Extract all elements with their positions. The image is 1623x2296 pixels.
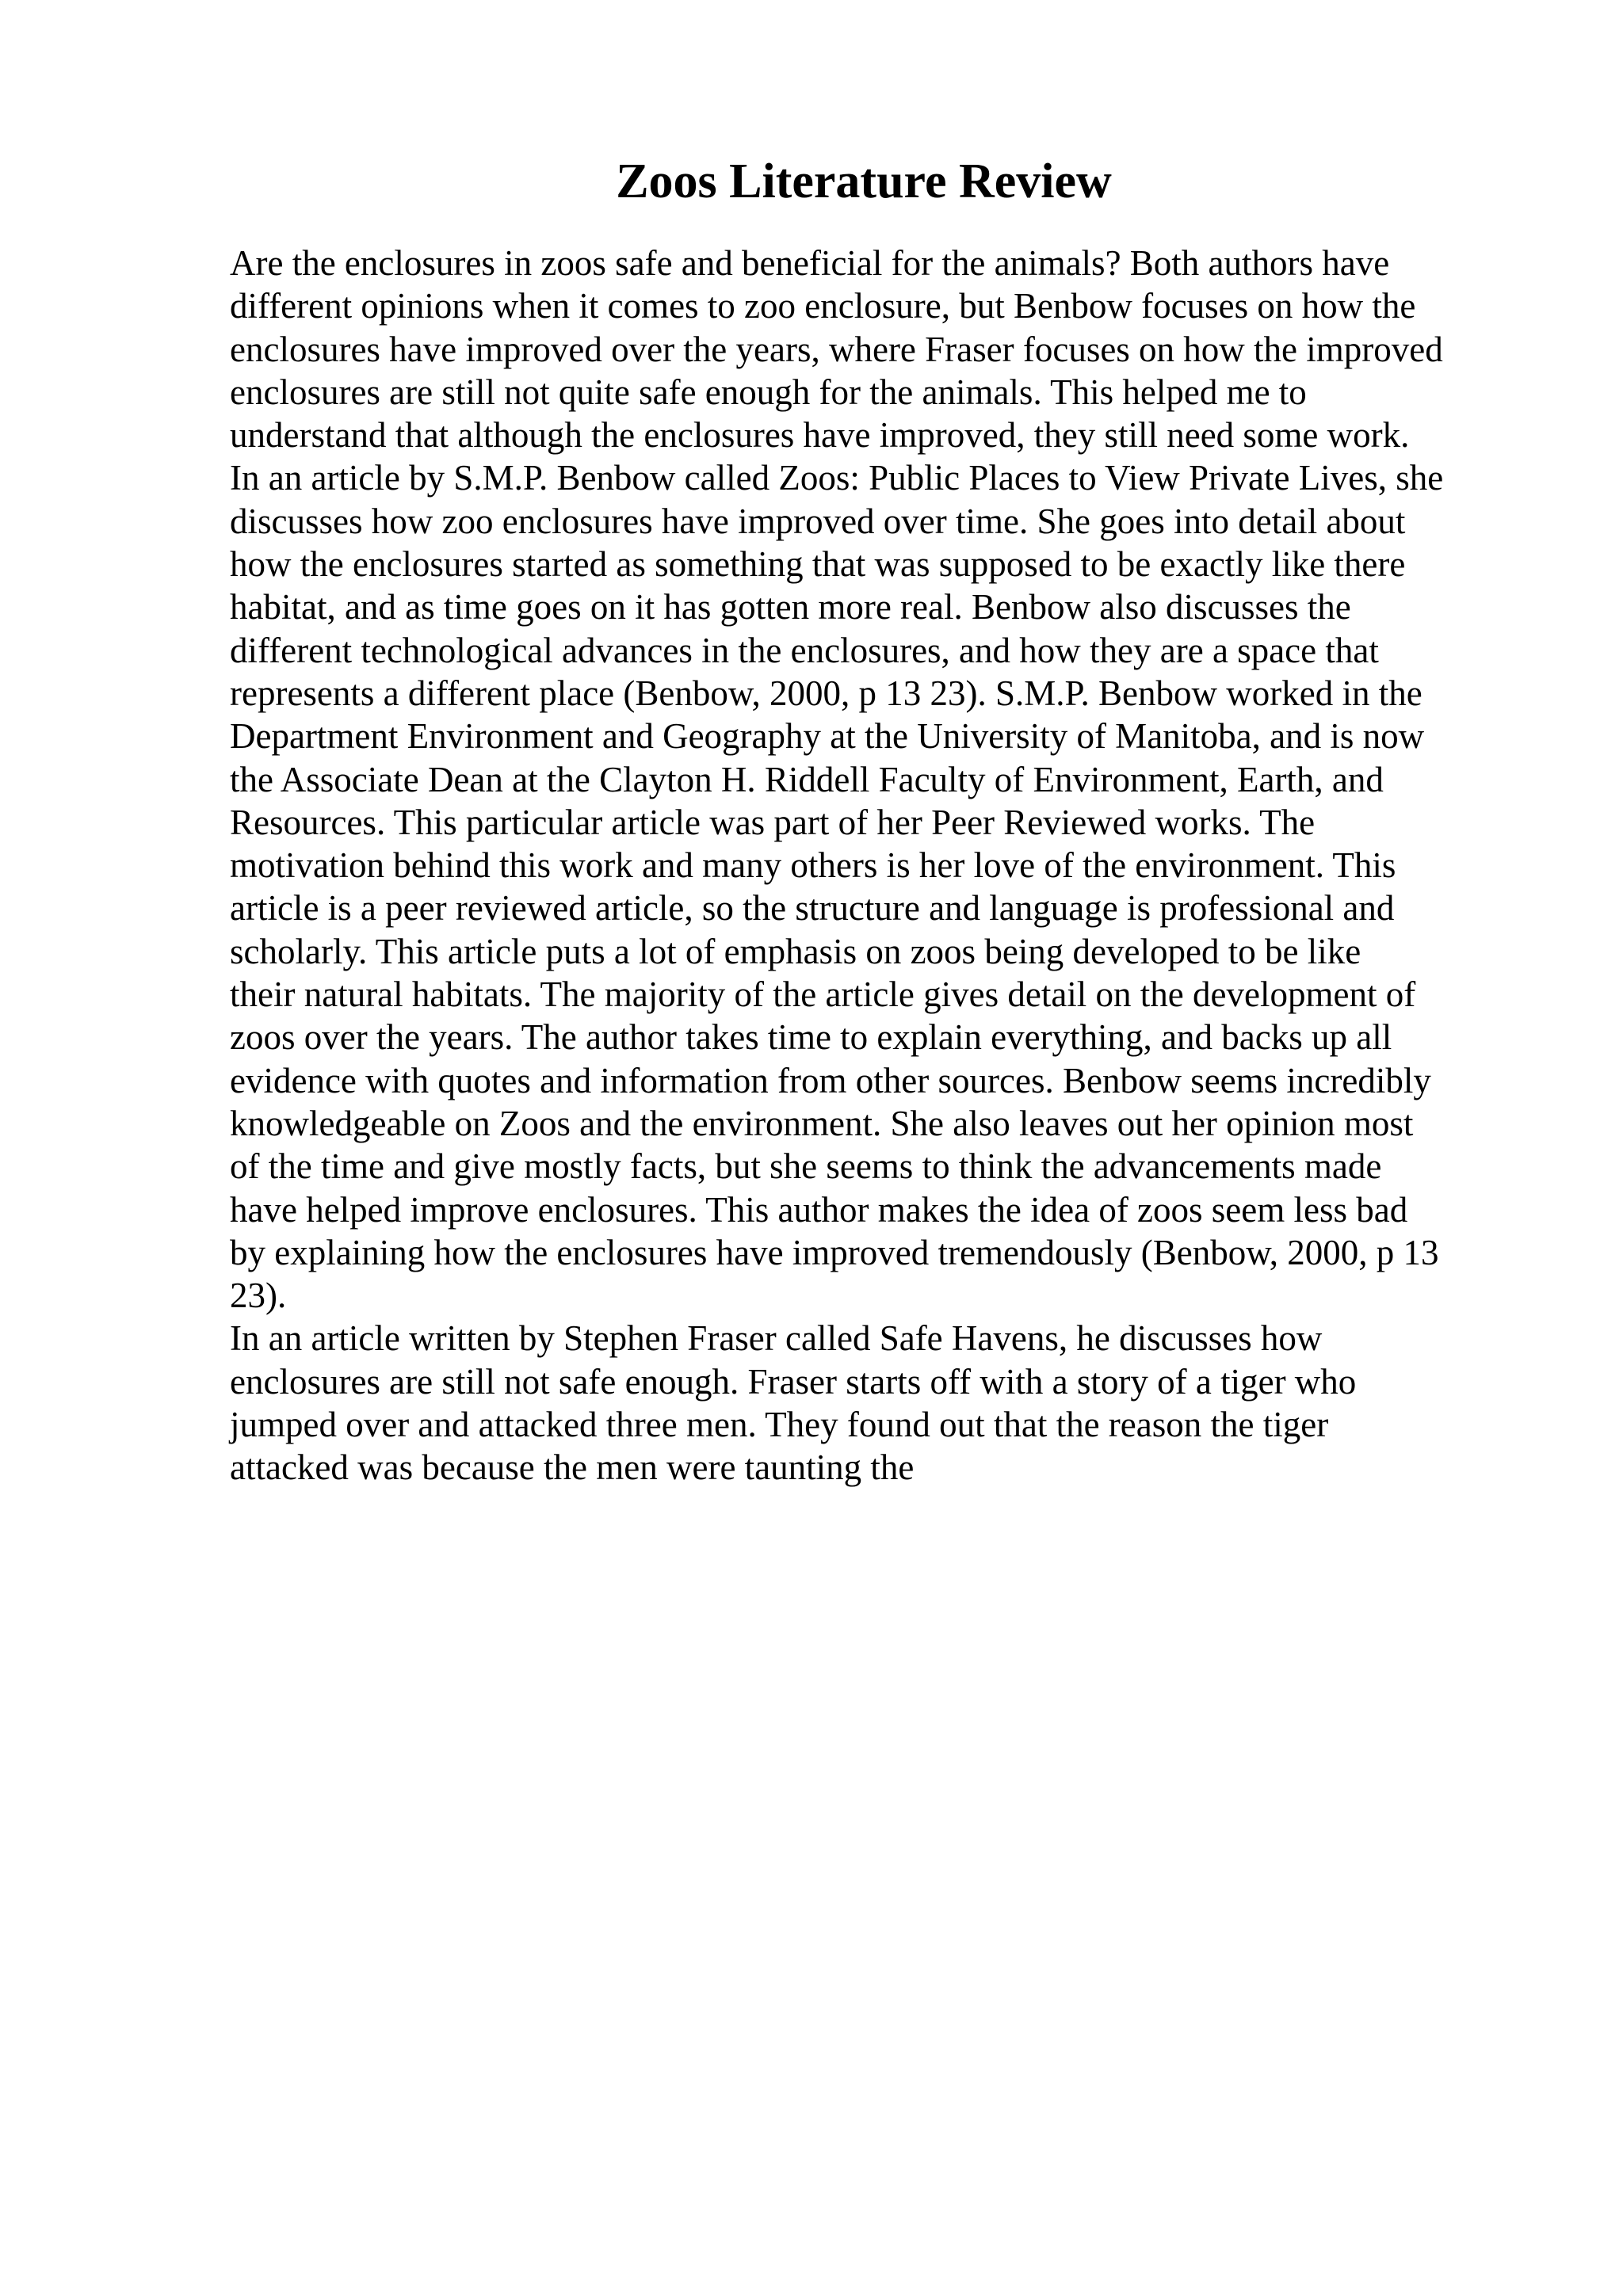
text-line: Department Environment and Geography at the University of Manitoba, and is now [230, 716, 1425, 757]
text-line: zoos over the years. The author takes time to explain everything, and backs up all [230, 1017, 1392, 1058]
text-line: represents a different place (Benbow, 2000, p 13 23). S.M.P. Benbow worked in the [230, 673, 1423, 713]
text-line: the Associate Dean at the Clayton H. Riddell Faculty of Environment, Earth, and [230, 759, 1384, 799]
text-line: article is a peer reviewed article, so the structure and language is professional and [230, 888, 1395, 929]
document-title: Zoos Literature Review [616, 154, 1112, 208]
text-line: attacked was because the men were taunting the [230, 1447, 915, 1488]
text-line: Are the enclosures in zoos safe and beneficial for the animals? Both authors have [230, 243, 1390, 283]
text-line: enclosures have improved over the years, where Fraser focuses on how the improved [230, 329, 1443, 369]
text-line: understand that although the enclosures have improved, they still need some work. [230, 415, 1410, 456]
text-line: by explaining how the enclosures have improved tremendously (Benbow, 2000, p 13 [230, 1232, 1439, 1272]
text-line: different technological advances in the enclosures, and how they are a space that [230, 630, 1379, 670]
text-line: evidence with quotes and information from other sources. Benbow seems incredibly [230, 1060, 1431, 1100]
text-line: how the enclosures started as something that was supposed to be exactly like there [230, 544, 1406, 585]
text-line: scholarly. This article puts a lot of emphasis on zoos being developed to be like [230, 931, 1361, 971]
text-line: motivation behind this work and many others is her love of the environment. This [230, 845, 1396, 886]
text-line: enclosures are still not safe enough. Fraser starts off with a story of a tiger who [230, 1361, 1357, 1402]
text-line: discusses how zoo enclosures have improved over time. She goes into detail about [230, 501, 1406, 541]
text-line: 23). [230, 1276, 287, 1316]
text-line: In an article written by Stephen Fraser called Safe Havens, he discusses how [230, 1318, 1323, 1359]
text-line: habitat, and as time goes on it has gotten more real. Benbow also discusses the [230, 587, 1351, 627]
text-line: of the time and give mostly facts, but she seems to think the advancements made [230, 1146, 1382, 1187]
document-body [230, 242, 1577, 1489]
text-line: have helped improve enclosures. This author makes the idea of zoos seem less bad [230, 1189, 1408, 1230]
text-line: knowledgeable on Zoos and the environment. She also leaves out her opinion most [230, 1103, 1414, 1143]
text-line: In an article by S.M.P. Benbow called Zoos: Public Places to View Private Lives, she [230, 458, 1444, 498]
text-line: enclosures are still not quite safe enough for the animals. This helped me to [230, 372, 1307, 412]
text-line: jumped over and attacked three men. They found out that the reason the tiger [230, 1405, 1329, 1445]
text-line: their natural habitats. The majority of the article gives detail on the development of [230, 974, 1416, 1015]
text-line: Resources. This particular article was part of her Peer Reviewed works. The [230, 802, 1316, 842]
text-line: different opinions when it comes to zoo enclosure, but Benbow focuses on how the [230, 286, 1416, 326]
